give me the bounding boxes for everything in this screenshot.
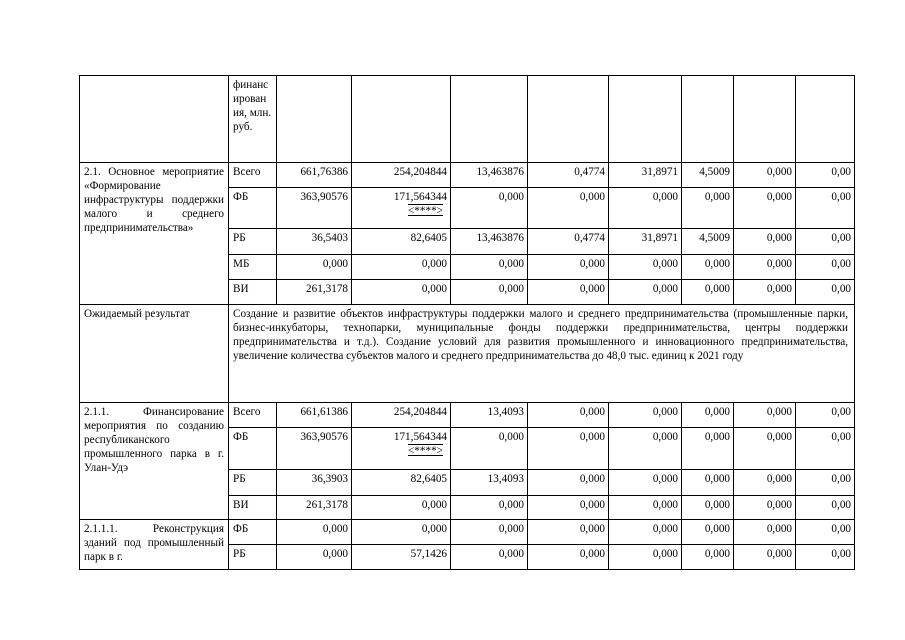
value-cell [277,255,352,280]
value-cell [528,520,609,545]
value-cell [528,428,609,470]
value-cell [734,403,796,428]
value-text: 0,000 [579,523,605,535]
value-cell [734,428,796,470]
value-cell [609,428,682,470]
value-text: 0,4774 [574,232,605,244]
value-cell [451,255,528,280]
value-text: 0,000 [704,473,730,485]
value-text: 57,1426 [410,548,447,560]
value-text: 0,000 [766,406,792,418]
value-text: 0,000 [652,258,678,270]
value-cell [734,280,796,305]
value-cell [451,403,528,428]
value-text: 0,000 [579,473,605,485]
value-text: 0,000 [421,283,447,295]
value-cell [609,188,682,229]
value-cell [277,520,352,545]
value-cell [528,496,609,520]
header-cell [734,76,796,163]
value-cell [277,188,352,229]
value-text: 0,000 [322,548,348,560]
value-text: 254,204844 [393,166,447,178]
value-cell [682,496,734,520]
value-cell [796,255,855,280]
value-text: 0,000 [498,258,524,270]
value-cell [451,229,528,255]
value-text: 0,000 [704,406,730,418]
value-text: 0,00 [831,523,851,535]
value-cell [277,163,352,188]
value-text: 0,000 [652,283,678,295]
value-cell [796,470,855,496]
value-text: 4,5009 [699,232,730,244]
value-cell [451,496,528,520]
value-cell [451,520,528,545]
value-text: 13,4093 [487,473,524,485]
value-text: 31,8971 [641,232,678,244]
value-cell [796,545,855,570]
value-cell [609,496,682,520]
value-text: 261,3178 [306,283,348,295]
value-text: 0,000 [579,431,605,443]
value-cell [352,428,451,470]
value-text: 0,000 [421,523,447,535]
value-cell [352,470,451,496]
financing-table [79,75,855,570]
value-text: 0,00 [831,499,851,511]
footnote-link[interactable]: <****> [408,205,443,217]
value-cell [734,229,796,255]
value-text: 0,000 [704,548,730,560]
value-text: 0,000 [498,191,524,203]
value-cell [352,545,451,570]
value-text: 0,000 [766,523,792,535]
value-text: 0,000 [498,431,524,443]
funding-source: РБ [229,470,277,496]
value-text: 0,000 [498,283,524,295]
value-text: 82,6405 [410,473,447,485]
value-cell [352,520,451,545]
value-text: 171,564344 [393,431,447,443]
value-text: 0,000 [704,283,730,295]
value-cell [277,403,352,428]
value-text: 0,000 [766,548,792,560]
value-cell [352,496,451,520]
value-text: 82,6405 [410,232,447,244]
activity-label: 2.1.1. Финансирование мероприятия по созданию республиканского промышленного парка в г. Улан-Удэ [80,403,229,520]
header-cell [451,76,528,163]
value-cell [734,470,796,496]
value-text: 13,4093 [487,406,524,418]
funding-source: ВИ [229,280,277,305]
value-text: 0,000 [421,499,447,511]
value-text: 0,00 [831,166,851,178]
value-text: 0,000 [322,523,348,535]
funding-source: ФБ [229,428,277,470]
funding-source: ФБ [229,520,277,545]
value-cell [609,470,682,496]
value-text: 171,564344 [393,191,447,203]
header-cell-empty [80,76,229,163]
value-text: 0,000 [579,548,605,560]
value-text: 13,463876 [476,166,524,178]
header-cell [277,76,352,163]
value-text: 36,5403 [311,232,348,244]
value-cell [528,280,609,305]
value-text: 0,000 [652,548,678,560]
expected-result-text: Создание и развитие объектов инфраструктуры поддержки малого и среднего предпринимательства (промышленные парки, бизнес-инкубаторы, технопарки, муниципальные фонды поддержки предпринимательства, центры поддержки предпринимательства и т.д.). Создание условий для развития промышленного и инновационного предпринимательства, увеличение количества субъектов малого и среднего предпринимательства до 48,0 тыс. единиц к 2021 году [229,305,855,403]
header-cell-funding [229,76,277,163]
value-cell [609,163,682,188]
value-cell [451,280,528,305]
value-cell [682,428,734,470]
value-text: 363,90576 [300,431,348,443]
value-text: 0,000 [498,523,524,535]
value-text: 0,000 [579,191,605,203]
value-text: 0,00 [831,258,851,270]
value-cell [796,428,855,470]
value-text: 0,00 [831,232,851,244]
value-cell [528,163,609,188]
header-funding-label: финансирования, млн. руб. [233,79,272,133]
value-cell [734,545,796,570]
value-cell [734,520,796,545]
value-cell [682,163,734,188]
value-cell [796,163,855,188]
value-cell [796,188,855,229]
value-cell [528,545,609,570]
value-cell [796,280,855,305]
header-cell [796,76,855,163]
table-row [80,163,855,188]
value-cell [277,428,352,470]
value-text: 31,8971 [641,166,678,178]
value-text: 661,76386 [300,166,348,178]
value-cell [796,403,855,428]
value-cell [451,428,528,470]
funding-source: РБ [229,229,277,255]
value-text: 0,000 [766,191,792,203]
value-cell [796,496,855,520]
value-cell [451,545,528,570]
value-text: 0,000 [652,191,678,203]
value-cell [682,229,734,255]
value-cell [682,188,734,229]
value-text: 0,000 [579,258,605,270]
value-text: 0,00 [831,473,851,485]
value-cell [352,403,451,428]
value-cell [528,229,609,255]
value-cell [609,255,682,280]
value-cell [528,403,609,428]
table-row [80,403,855,428]
value-text: 0,000 [498,548,524,560]
activity-label: 2.1.1.1. Реконструкция зданий под промышленный парк в г. [80,520,229,570]
value-text: 0,000 [704,431,730,443]
funding-source: Всего [229,163,277,188]
header-cell [352,76,451,163]
value-cell [609,280,682,305]
value-text: 0,000 [704,499,730,511]
value-text: 0,000 [766,166,792,178]
value-cell [528,470,609,496]
expected-result-label: Ожидаемый результат [80,305,229,403]
value-cell [609,229,682,255]
value-cell [528,255,609,280]
value-text: 0,4774 [574,166,605,178]
value-text: 0,000 [704,523,730,535]
value-cell [796,229,855,255]
value-cell [277,496,352,520]
value-cell [277,470,352,496]
value-text: 0,00 [831,406,851,418]
value-text: 36,3903 [311,473,348,485]
value-cell [682,470,734,496]
value-text: 0,000 [766,283,792,295]
value-cell [352,188,451,229]
value-cell [682,520,734,545]
value-cell [682,545,734,570]
value-cell [528,188,609,229]
value-text: 0,000 [766,258,792,270]
value-text: 363,90576 [300,191,348,203]
value-text: 0,000 [579,499,605,511]
value-cell [451,470,528,496]
value-text: 0,000 [322,258,348,270]
value-text: 0,00 [831,191,851,203]
value-cell [682,255,734,280]
value-text: 0,00 [831,431,851,443]
funding-source: МБ [229,255,277,280]
value-text: 254,204844 [393,406,447,418]
value-text: 0,000 [704,191,730,203]
value-cell [609,520,682,545]
value-cell [609,403,682,428]
header-cell [528,76,609,163]
table-row [80,520,855,545]
value-text: 0,000 [579,406,605,418]
funding-source: Всего [229,403,277,428]
value-text: 0,000 [766,232,792,244]
value-cell [734,163,796,188]
value-text: 0,00 [831,283,851,295]
value-text: 4,5009 [699,166,730,178]
value-cell [451,163,528,188]
value-cell [682,403,734,428]
value-text: 0,000 [766,473,792,485]
value-cell [352,255,451,280]
value-cell [277,229,352,255]
value-cell [682,280,734,305]
value-cell [352,280,451,305]
funding-source: ФБ [229,188,277,229]
value-cell [352,163,451,188]
value-text: 0,00 [831,548,851,560]
value-text: 0,000 [652,499,678,511]
value-cell [352,229,451,255]
value-text: 0,000 [652,431,678,443]
value-cell [734,496,796,520]
value-cell [734,255,796,280]
value-text: 0,000 [421,258,447,270]
funding-source: РБ [229,545,277,570]
value-text: 0,000 [652,523,678,535]
value-text: 0,000 [766,499,792,511]
activity-label: 2.1. Основное мероприятие «Формирование инфраструктуры поддержки малого и среднего предпринимательства» [80,163,229,305]
value-text: 0,000 [652,406,678,418]
value-text: 0,000 [579,283,605,295]
footnote-link[interactable]: <****> [408,445,443,457]
value-text: 0,000 [704,258,730,270]
value-text: 661,61386 [300,406,348,418]
value-text: 0,000 [766,431,792,443]
expected-result-row [80,305,855,403]
value-cell [451,188,528,229]
value-cell [277,280,352,305]
value-cell [609,545,682,570]
value-text: 261,3178 [306,499,348,511]
header-row [80,76,855,163]
value-cell [277,545,352,570]
funding-source: ВИ [229,496,277,520]
value-text: 13,463876 [476,232,524,244]
value-text: 0,000 [498,499,524,511]
value-cell [734,188,796,229]
value-cell [796,520,855,545]
header-cell [609,76,682,163]
value-text: 0,000 [652,473,678,485]
header-cell [682,76,734,163]
